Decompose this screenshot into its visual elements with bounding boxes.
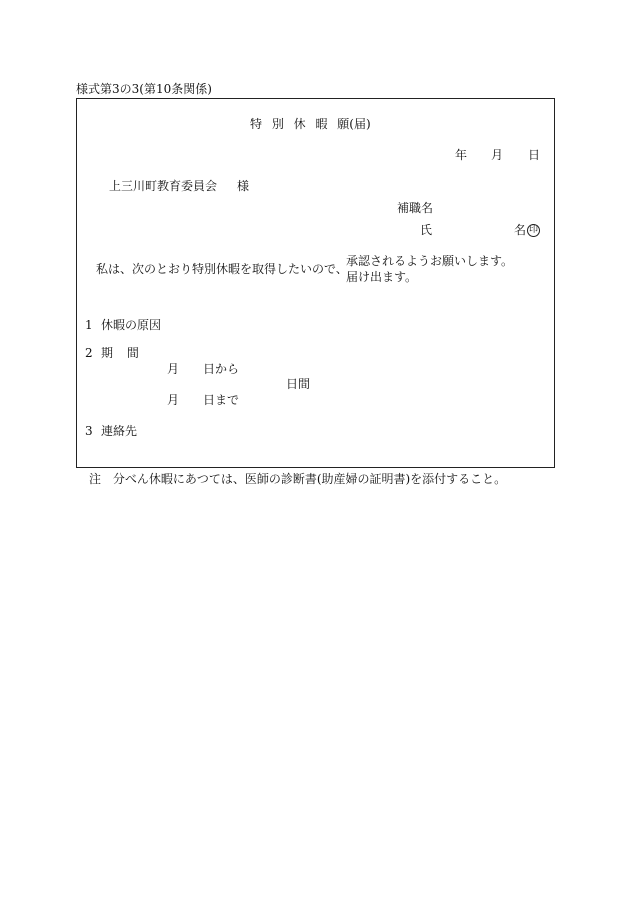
form-frame <box>76 98 555 468</box>
period-from-day: 日から <box>203 362 240 376</box>
item-period-number: 2 <box>85 346 93 360</box>
name-label-family: 氏 <box>420 223 433 237</box>
name-label-given: 名 <box>514 223 527 237</box>
recipient-honorific: 様 <box>237 179 250 193</box>
request-option-notify: 届け出ます。 <box>346 270 418 284</box>
item-contact-label: 連絡先 <box>101 424 138 438</box>
item-reason-number: 1 <box>85 318 93 332</box>
request-lead: 私は、次のとおり特別休暇を取得したいので、 <box>96 262 348 276</box>
date-month-label: 月 <box>491 148 504 162</box>
footnote: 注 分べん休暇にあつては、医師の診断書(助産婦の証明書)を添付すること。 <box>89 472 507 486</box>
position-label: 補職名 <box>397 201 434 215</box>
item-contact-number: 3 <box>85 424 93 438</box>
form-number: 様式第3の3(第10条関係) <box>76 82 212 96</box>
item-reason-label: 休暇の原因 <box>101 318 162 332</box>
item-period-label: 期 間 <box>101 346 139 360</box>
date-year-label: 年 <box>455 148 468 162</box>
request-option-approve: 承認されるようお願いします。 <box>346 254 514 268</box>
period-from-month: 月 <box>167 362 180 376</box>
date-day-label: 日 <box>528 148 541 162</box>
period-total-days: 日間 <box>286 377 311 391</box>
period-to-day: 日まで <box>203 393 240 407</box>
seal-mark: 印 <box>528 225 538 235</box>
period-to-month: 月 <box>167 393 180 407</box>
form-title: 特 別 休 暇 願(届) <box>250 117 371 131</box>
recipient-name: 上三川町教育委員会 <box>109 179 218 193</box>
